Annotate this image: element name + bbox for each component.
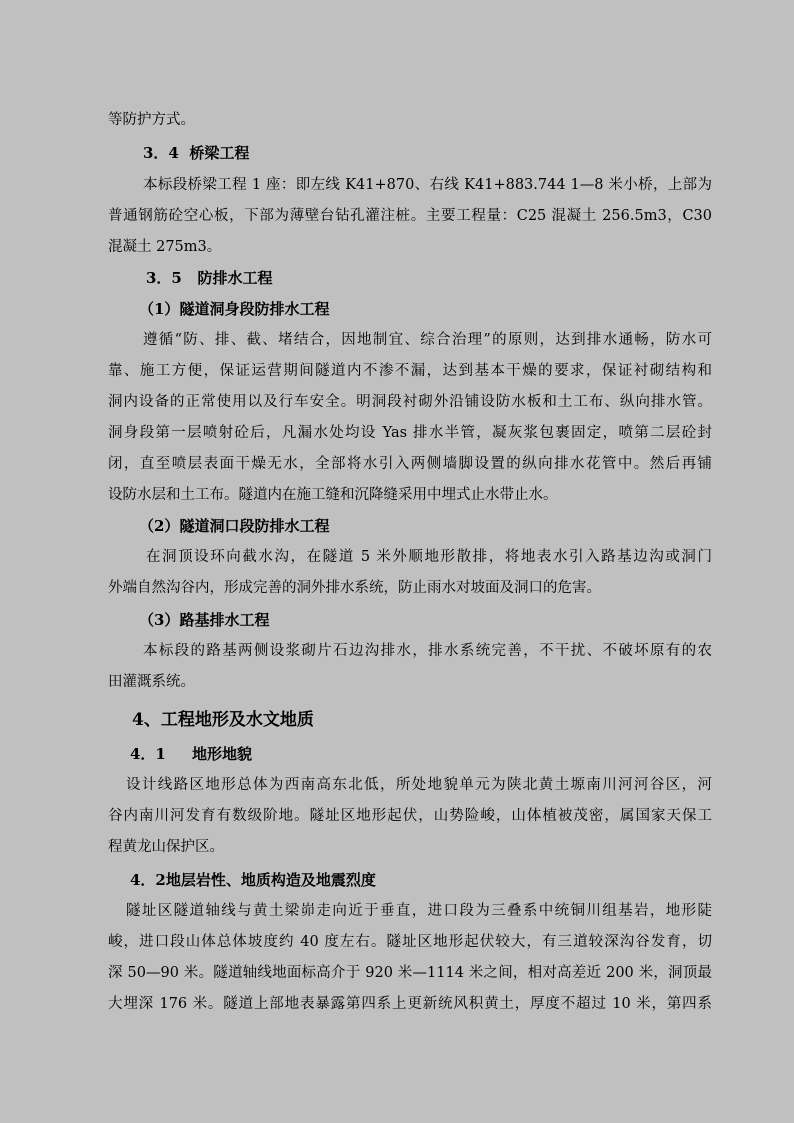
subsection-heading-2: [139, 516, 329, 536]
paragraph-line: 峻，进口段山体总体坡度约 40 度左右。隧址区地形起伏较大，有三道较深沟谷发育，切: [108, 934, 712, 950]
chapter-number: 4、: [132, 710, 161, 730]
chapter-title: 工程地形及水文地质: [160, 710, 314, 730]
subsection-number: （2）: [139, 517, 180, 535]
subsection-number: （1）: [139, 300, 180, 318]
section-number: 4．2: [130, 871, 166, 889]
paragraph-line: 在洞顶设环向截水沟，在隧道 5 米外顺地形散排，将地表水引入路基边沟或洞门: [146, 549, 712, 565]
paragraph-line: 程黄龙山保护区。: [108, 839, 224, 855]
section-heading-4-2: [130, 870, 376, 890]
section-number: 3．5: [146, 269, 182, 287]
section-heading-3-4: [143, 143, 249, 163]
paragraph-line: 洞身段第一层喷射砼后，凡漏水处均设 Yas 排水半管，凝灰浆包裹固定，喷第二层砼封: [108, 425, 712, 441]
paragraph-line: 等防护方式。: [108, 112, 195, 128]
subsection-title: 隧道洞身段防排水工程: [179, 300, 330, 318]
section-number: 4．1: [130, 745, 166, 763]
section-number: 3．4: [143, 144, 179, 162]
paragraph-line: 设防水层和土工布。隧道内在施工缝和沉降缝采用中埋式止水带止水。: [108, 487, 558, 503]
section-heading-3-5: [146, 268, 273, 288]
paragraph-line: 外端自然沟谷内，形成完善的洞外排水系统，防止雨水对坡面及洞口的危害。: [108, 580, 601, 596]
paragraph-line: 本标段桥梁工程 1 座：即左线 K41+870、右线 K41+883.744 1—8 米小桥，上部为: [143, 177, 712, 193]
section-heading-4-1: [130, 744, 252, 764]
paragraph-line: 遵循“防、排、截、堵结合，因地制宜、综合治理”的原则，达到排水通畅，防水可: [143, 332, 712, 348]
paragraph-line: 本标段的路基两侧设浆砌片石边沟排水，排水系统完善，不干扰、不破坏原有的农: [143, 643, 712, 659]
paragraph-line: 隧址区隧道轴线与黄土梁峁走向近于垂直，进口段为三叠系中统铜川组基岩，地形陡: [126, 903, 712, 919]
subsection-heading-1: [139, 299, 329, 319]
paragraph-line: 大埋深 176 米。隧道上部地表暴露第四系上更新统风积黄土，厚度不超过 10 米，第四系: [108, 996, 712, 1012]
subsection-title: 隧道洞口段防排水工程: [179, 517, 330, 535]
paragraph-line: 洞内设备的正常使用以及行车安全。明洞段衬砌外沿铺设防水板和土工布、纵向排水管。: [108, 394, 712, 410]
section-title: 防排水工程: [197, 269, 273, 287]
section-title: 桥梁工程: [189, 144, 250, 162]
paragraph-line: 谷内南川河发育有数级阶地。隧址区地形起伏，山势险峻，山体植被茂密，属国家天保工: [108, 808, 712, 824]
section-title: 地形地貌: [192, 745, 253, 763]
paragraph-line: 设计线路区地形总体为西南高东北低，所处地貌单元为陕北黄土塬南川河河谷区，河: [126, 777, 712, 793]
paragraph-line: 深 50—90 米。隧道轴线地面标高介于 920 米—1114 米之间，相对高差近 200 米，洞顶最: [108, 965, 712, 981]
section-title: 地层岩性、地质构造及地震烈度: [165, 871, 376, 889]
chapter-heading-4: [132, 709, 314, 731]
subsection-title: 路基排水工程: [179, 611, 270, 629]
paragraph-line: 混凝土 275m3。: [108, 239, 222, 255]
subsection-number: （3）: [139, 611, 180, 629]
subsection-heading-3: [139, 610, 269, 630]
paragraph-line: 靠、施工方便，保证运营期间隧道内不渗不漏，达到基本干燥的要求，保证衬砌结构和: [108, 363, 712, 379]
paragraph-line: 普通钢筋砼空心板，下部为薄壁台钻孔灌注桩。主要工程量：C25 混凝土 256.5m3，C30: [108, 208, 712, 224]
paragraph-line: 田灌溉系统。: [108, 674, 195, 690]
paragraph-line: 闭，直至喷层表面干燥无水，全部将水引入两侧墙脚设置的纵向排水花管中。然后再铺: [108, 456, 712, 472]
